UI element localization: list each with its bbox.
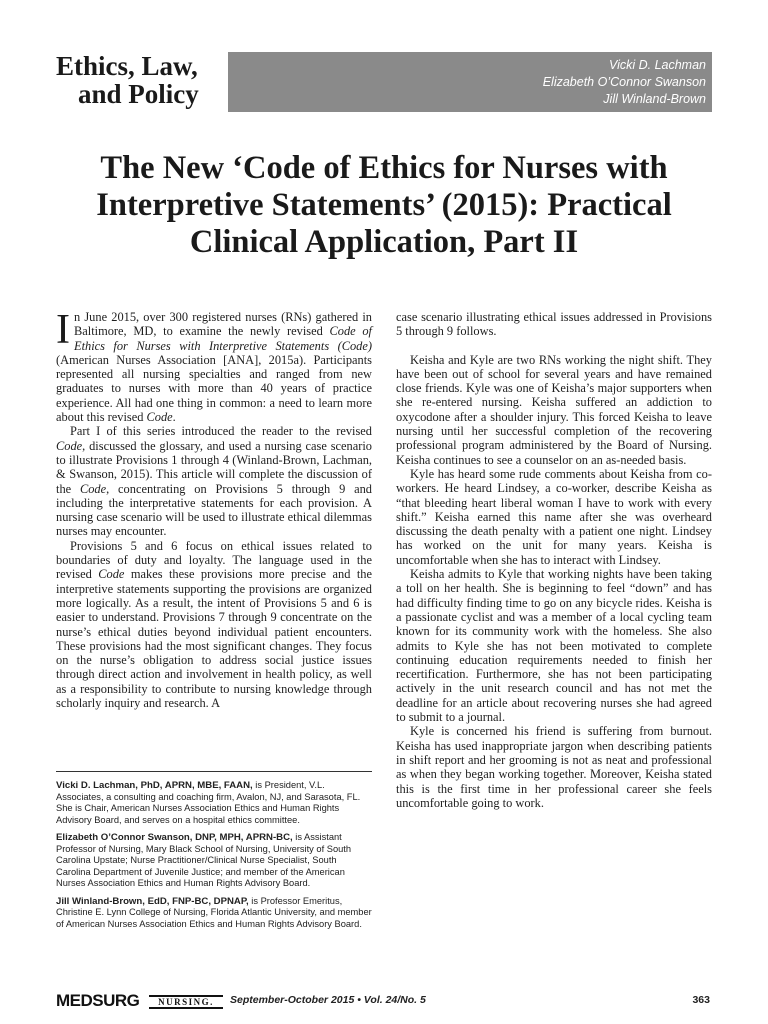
bio-divider (56, 771, 372, 772)
body-paragraph: Part I of this series introduced the reader to the revised Code, discussed the glossary, and used a nursing case scenario to illustrate Provisions 1 through 4 (Winland-Brown, Lachman, & Swanson, 2015). This article will complete the discussion of the Code, concentrating on Provisions 5 through 9 and including the interpretative statements for each provision. A nursing case scenario will be used to illustrate ethical dilemmas nurses may encounter. (56, 424, 372, 539)
article-title: The New ‘Code of Ethics for Nurses with Interpretive Statements’ (2015): Practical Clinical Application, Part II (96, 150, 672, 260)
author-bio: Vicki D. Lachman, PhD, APRN, MBE, FAAN, is President, V.L. Associates, a consulting and coaching firm, Avalon, NJ, and Sarasota, FL. She is Chair, American Nurses Association Ethics and Human Rights Advisory Board, and serves on a hospital ethics committee. (56, 780, 361, 825)
section-title-line2: and Policy (78, 79, 199, 109)
author-name: Vicki D. Lachman (608, 58, 706, 72)
section-title-line1: Ethics, Law, (56, 51, 198, 81)
page-footer (56, 991, 712, 1011)
issue-info: September-October 2015 • Vol. 24/No. 5 (230, 994, 426, 1006)
case-paragraph: Kyle is concerned his friend is suffering from burnout. Keisha has used inappropriate jargon when describing patients in shift report and her grooming is not as neat and professional as when they began working together. Moreover, Keisha stated this is the first time in her professional career she feels uncomfortable going to work. (396, 724, 712, 810)
drop-cap: I (56, 307, 70, 353)
case-paragraph: Keisha admits to Kyle that working nights have been taking a toll on her health. She is beginning to feel “down” and has had difficulty finding time to go on any bicycle rides. Keisha is a passionate cyclist and was a member of a local cycling team known for its community work with the homeless. She also admits to Kyle she has not been motivated to complete continuing education requirements needed to finish her recertification. Furthermore, she has not been participating actively in the unit research council and has not met the deadline for an article about recovering nurses she had agreed to submit to a journal. (396, 567, 712, 725)
page-number: 363 (692, 994, 710, 1006)
author-bio: Elizabeth O’Connor Swanson, DNP, MPH, APRN-BC, is Assistant Professor of Nursing, Mary Black School of Nursing, University of South Carolina Upstate; Nurse Practitioner/Clinical Nurse Specialist, South Carolina Department of Juvenile Justice; and member of the American Nurses Association Ethics and Human Rights Advisory Board. (56, 832, 352, 888)
body-paragraph: case scenario illustrating ethical issues addressed in Provisions 5 through 9 follows. (396, 310, 712, 339)
journal-logo: MEDSURG (56, 991, 140, 1010)
section-title (56, 52, 226, 108)
author-name: Jill Winland-Brown (603, 92, 706, 106)
author-bio: Jill Winland-Brown, EdD, FNP-BC, DPNAP, is Professor Emeritus, Christine E. Lynn College of Nursing, Florida Atlantic University, and member of American Nurses Association Ethics and Human Rights Advisory Board. (56, 895, 372, 929)
left-column (56, 307, 373, 711)
case-paragraph: Kyle has heard some rude comments about Keisha from co-workers. He heard Lindsey, a co-worker, describe Keisha as “that bleeding heart liberal woman I have to work with every shift.” Keisha earned this name after she was overheard discussing the death penalty with a patient one night. Lindsey has worked on the unit for many years. Keisha is uncomfortable when she has to interact with Lindsey. (396, 466, 712, 567)
author-name: Elizabeth O’Connor Swanson (542, 75, 706, 89)
author-bar (228, 52, 712, 112)
case-paragraph: Keisha and Kyle are two RNs working the night shift. They have been out of school for several years and have remained close friends. Kyle was one of Keisha’s major supporters when she re-entered nursing. Keisha suffered an addiction to oxycodone after a shoulder injury. This forced Keisha to leave nursing until her successful completion of the recovering professional program administered by the Board of Nursing. Keisha continues to see a counselor on an as-needed basis. (396, 352, 712, 467)
body-paragraph: Provisions 5 and 6 focus on ethical issues related to boundaries of duty and loyalty. The language used in the revised Code makes these provisions more precise and the interpretive statements supporting the provisions are organized more logically. As a result, the intent of Provisions 5 and 6 is easier to understand. Provisions 7 through 9 concentrate on the nurse’s ethical duties beyond individual patient encounters. These provisions had the most significant changes. They focus on the nurse’s obligation to address social justice issues through direct action and involvement in health policy, as well as a responsibility to contribute to nursing knowledge through scholarly inquiry and research. A (56, 538, 372, 711)
intro-paragraph: In June 2015, over 300 registered nurses (RNs) gathered in Baltimore, MD, to examine the newly revised Code of Ethics for Nurses with Interpretive Statements (Code) (American Nurses Association [ANA], 2015a). Participants represented all nursing specialties and ranged from new graduates to nurses with more than 40 years of practice experience. All had one thing in common: a need to learn more about this revised Code. (56, 307, 373, 425)
author-bios (56, 780, 372, 936)
journal-logo-box: NURSING. (149, 995, 223, 1009)
right-column (396, 310, 712, 810)
paragraph-gap (396, 339, 712, 353)
